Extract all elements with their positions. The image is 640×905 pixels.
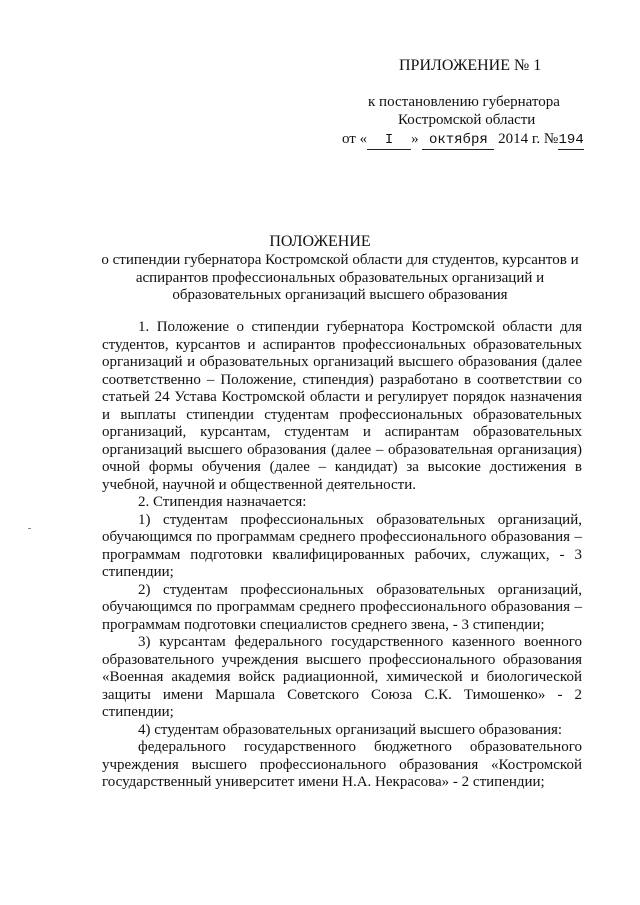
item-1: 1) студентам профессиональных образовательных организаций, обучающимся по программам среднего профессионального образования – программам подготовки квалифицированных рабочих, служащих, - 3 стипендии; [102,511,582,580]
paragraph-2: 2. Стипендия назначается: [138,494,307,510]
region-line: Костромской области [398,112,536,128]
item-3: 3) курсантам федерального государственного казенного военного образовательного учреждения высшего профессионального образования «Военная академия войск радиационной, химической и биологической защиты имени Маршала Советского Союза С.К. Тимошенко» - 2 стипендии; [102,634,582,720]
appendix-label: ПРИЛОЖЕНИЕ № 1 [399,57,542,74]
document-subtitle: о стипендии губернатора Костромской области для студентов, курсантов и аспирантов профессиональных образовательных организаций и образовательных организаций высшего образования [101,252,579,303]
item-4-university: федерального государственного бюджетного образовательного учреждения высшего профессионального образования «Костромской государственный университет имени Н.А. Некрасова» - 2 стипендии; [102,739,582,790]
margin-mark [28,528,31,529]
decree-month: октября [422,132,494,150]
item-4: 4) студентам образовательных организаций высшего образования: [138,721,563,738]
paragraph-1: 1. Положение о стипендии губернатора Костромской области для студентов, курсантов и аспирантов профессиональных образовательных организаций и образовательных организаций высшего образования (далее соответственно – Положение, стипендия) разработано в соответствии со статьей 24 Устава Костромской области и регулирует порядок назначения и выплаты стипендии студентам профессиональных образовательных организаций, курсантам, студентам и аспирантам образовательных организаций высшего образования (далее – образовательная организация) очной формы обучения (далее – кандидат) за высокие достижения в учебной, научной и общественной деятельности. [102,319,582,493]
decree-day: I [367,132,411,150]
document-title: ПОЛОЖЕНИЕ [269,233,371,250]
decree-date-line [342,131,584,150]
item-2: 2) студентам профессиональных образовательных организаций, обучающимся по программам среднего профессионального образования – программам подготовки специалистов среднего звена, - 3 стипендии; [102,581,582,633]
to-decree-line: к постановлению губернатора [368,94,560,110]
from-mid: » [411,131,419,147]
decree-number: 194 [558,132,584,148]
from-prefix: от « [342,131,368,147]
decree-year: 2014 г. № [498,131,559,147]
document-body [102,319,582,792]
